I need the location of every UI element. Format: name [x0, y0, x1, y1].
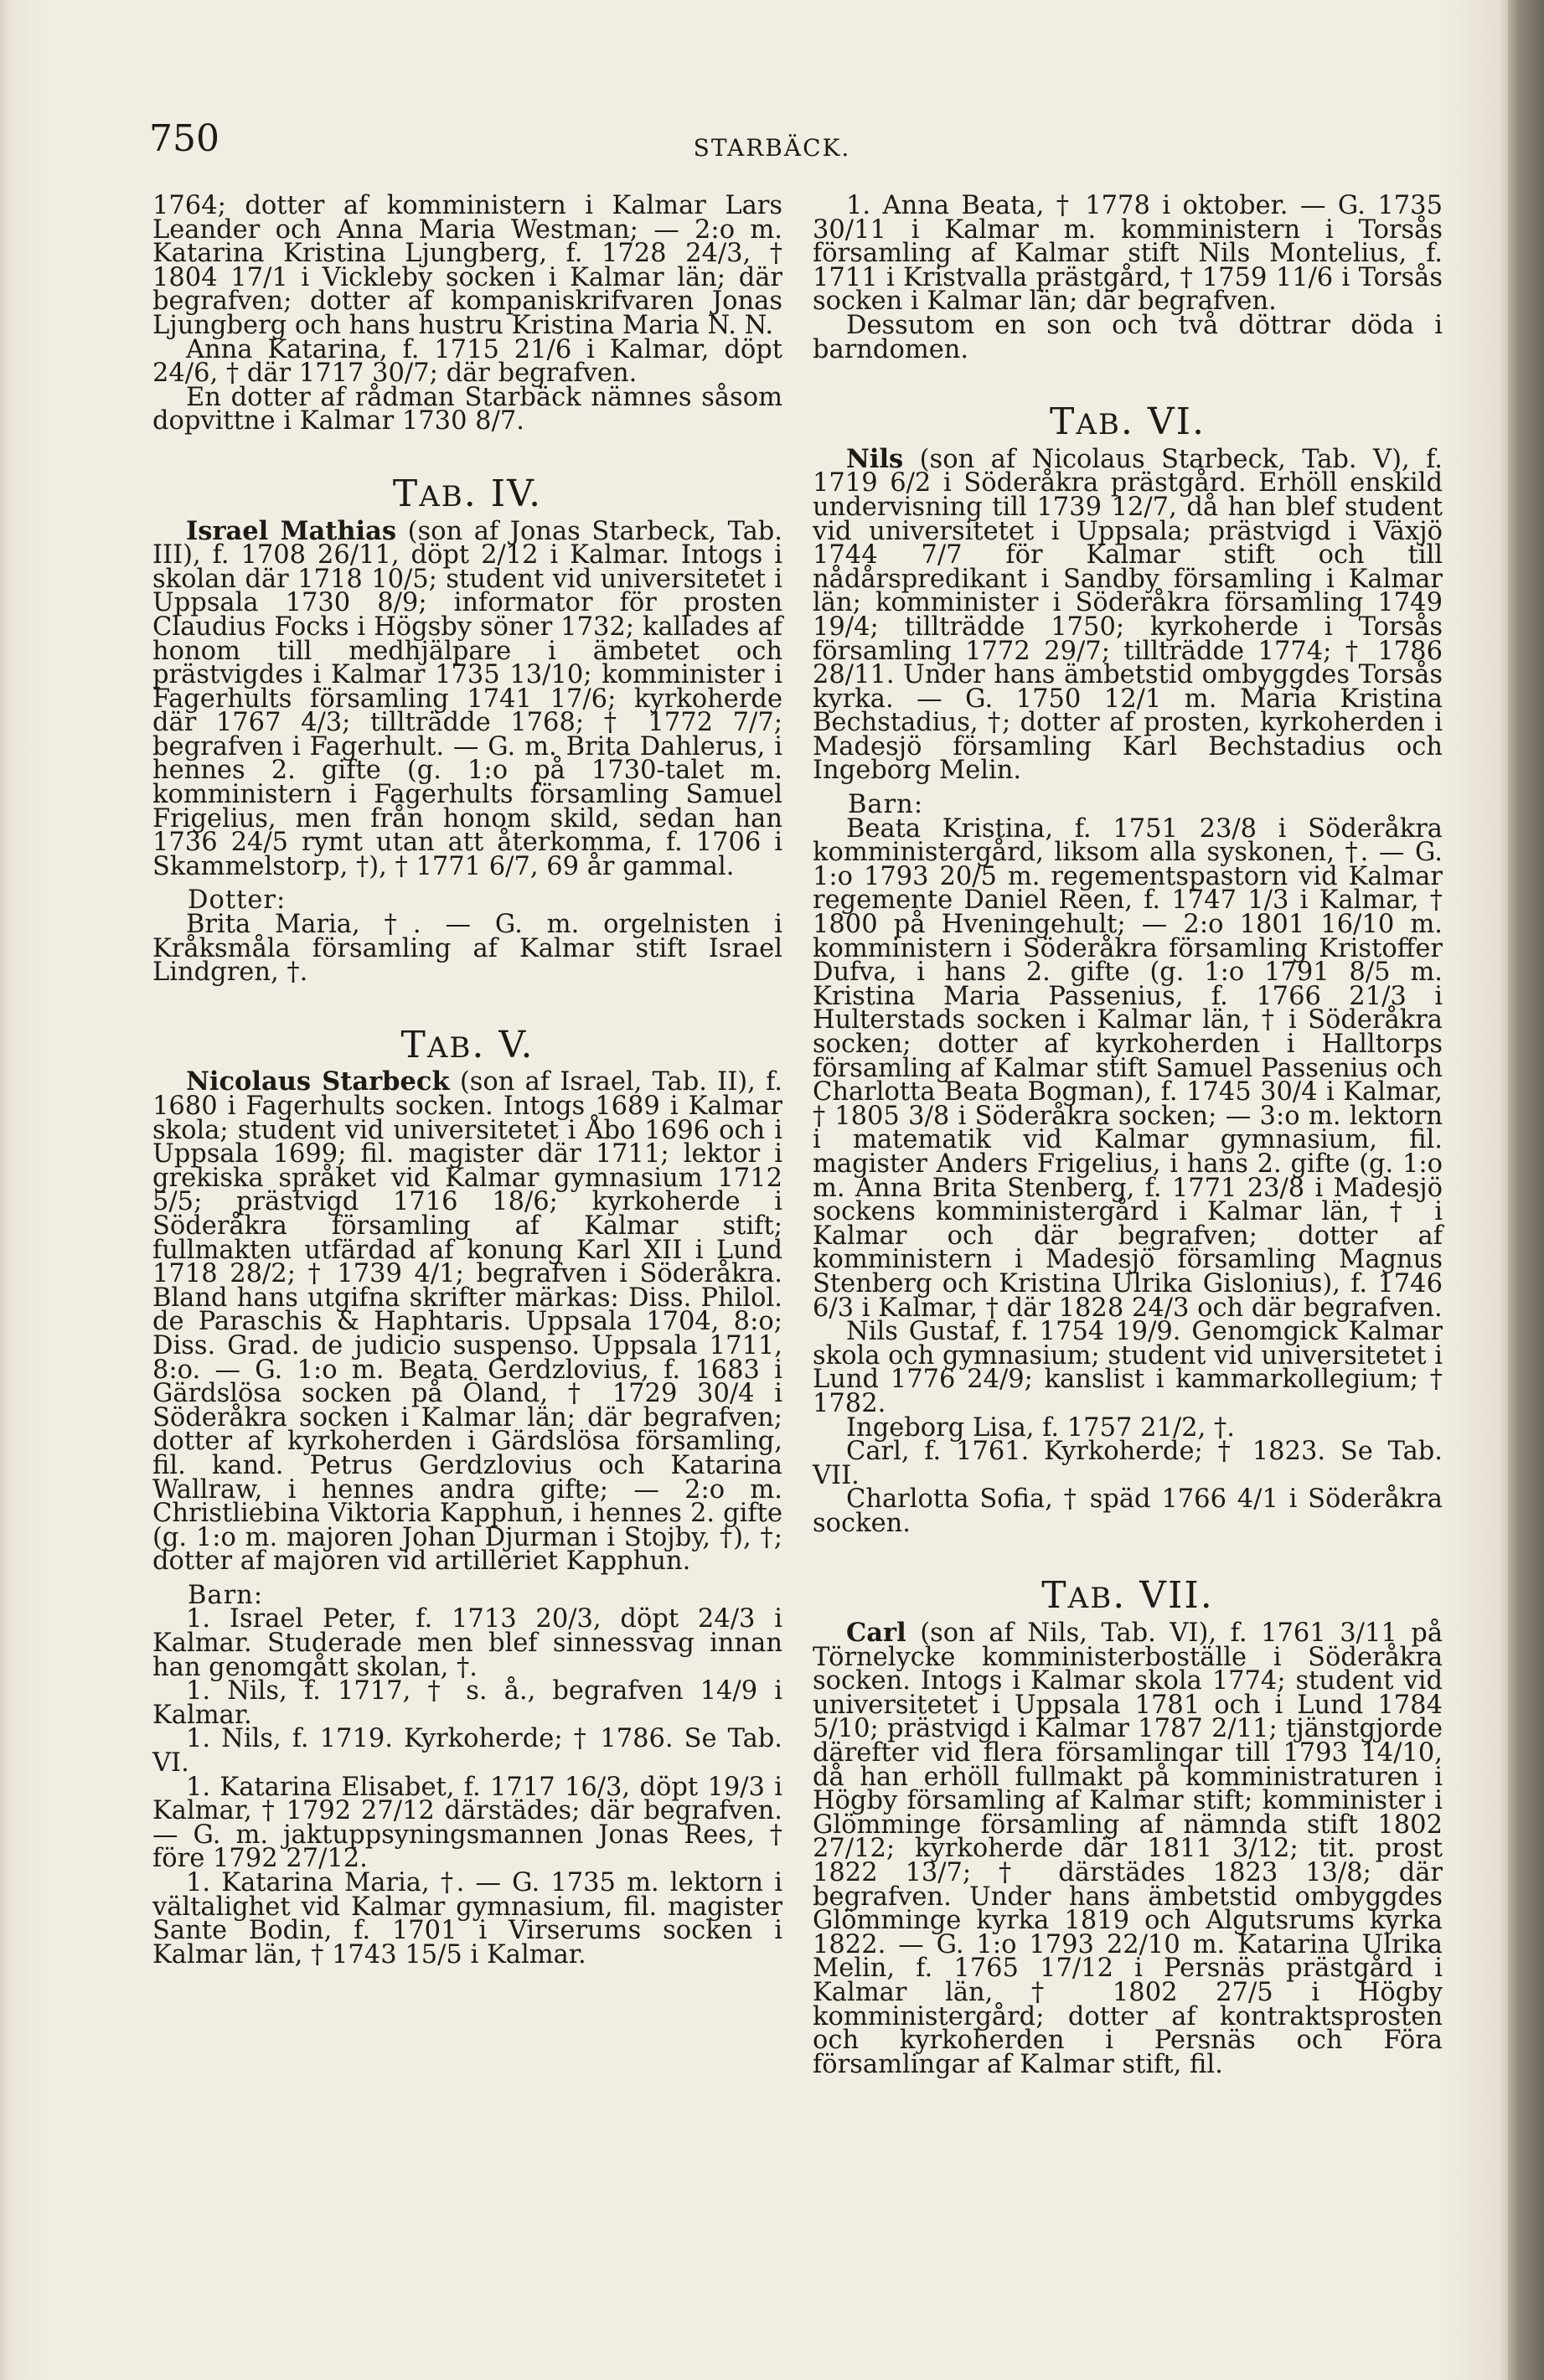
section-heading-tab-vii: TAB. VII.	[1041, 1574, 1214, 1618]
entry-carl: Carl (son af Nils, Tab. VI), f. 1761 3/11 på Törnelycke komministerboställe i Söderåkra socken. Intogs i Kalmar skola 1774; student vid universitetet i Uppsala 1781 och i Lund 1784 5/10; prästvigd i Kalmar 1787 2/11; tjänstgjorde därefter vid flera församlingar till 1793 14/10, då han erhöll fullmakt på komministraturen i Högby församling af Kalmar stift; komminister i Glömminge församling af nämnda stift 1802 27/12; kyrkoherde där 1811 3/12; tit. prost 1822 13/7; † därstädes 1823 13/8; där begrafven. Under hans ämbetstid ombyggdes Glömminge kyrka 1819 och Algutsrums kyrka 1822. — G. 1:o 1793 22/10 m. Katarina Ulrika Melin, f. 1765 17/12 i Persnäs prästgård i Kalmar län, † 1802 27/5 i Högby komministergård; dotter af kontraktsprosten och kyrkoherden i Persnäs och Föra församlingar af Kalmar stift, fil.	[813, 1618, 1443, 2079]
list-item: 1. Katarina Elisabet, f. 1717 16/3, döpt 19/3 i Kalmar, † 1792 27/12 därstädes; där begrafven. — G. m. jaktuppsyningsmannen Jonas Rees, † före 1792 27/12.	[152, 1772, 782, 1874]
entry-israel-mathias: Israel Mathias (son af Jonas Starbeck, Tab. III), f. 1708 26/11, döpt 2/12 i Kalmar. Intogs i skolan där 1718 10/5; student vid universitetet i Uppsala 1730 8/9; informator för prosten Claudius Focks i Högsby söner 1732; kallades af honom till medhjälpare i ämbetet och prästvigdes i Kalmar 1735 13/10; komminister i Fagerhults församling 1741 17/6; kyrkoherde där 1767 4/3; tillträdde 1768; † 1772 7/7; begrafven i Fagerhult. — G. m. Brita Dahlerus, i hennes 2. gifte (g. 1:o på 1730-talet m. komministern i Fagerhults församling Samuel Frigelius, men från honom skild, sedan han 1736 24/5 rymt utan att återkomma, f. 1706 i Skammelstorp, †), † 1771 6/7, 69 år gammal.	[152, 515, 783, 881]
list-item: Beata Kristina, f. 1751 23/8 i Söderåkra komministergård, liksom alla syskonen, †. — G. 1:o 1793 20/5 m. regementspastorn vid Kalmar regemente Daniel Reen, f. 1747 1/3 i Kalmar, † 1800 på Hveningehult; — 2:o 1801 16/10 m. komministern i Söderåkra församling Kristoffer Dufva, i hans 2. gifte (g. 1:o 1791 8/5 m. Kristina Maria Passenius, f. 1766 21/3 i Hulterstads socken i Kalmar län, † i Söderåkra socken; dotter af kyrkoherden i Halltorps församling af Kalmar stift Samuel Passenius och Charlotta Beata Bogman), f. 1745 30/4 i Kalmar, † 1805 3/8 i Söderåkra socken; — 3:o m. lektorn i matematik vid Kalmar gymnasium, fil. magister Anders Frigelius, i hans 2. gifte (g. 1:o m. Anna Brita Stenberg, f. 1771 23/8 i Madesjö sockens komministergård i Kalmar län, † i Kalmar och där begrafven; dotter af komministern i Madesjö församling Magnus Stenberg och Kristina Ulrika Gislonius), f. 1746 6/3 i Kalmar, † där 1828 24/3 och där begrafven.	[813, 813, 1443, 1323]
paragraph: Dessutom en son och två döttrar döda i barndomen.	[813, 310, 1443, 364]
label-barn: Barn:	[188, 1580, 264, 1610]
label-barn: Barn:	[848, 790, 924, 820]
person-name: Israel Mathias	[186, 515, 397, 546]
list-item: Charlotta Sofia, † späd 1766 4/1 i Söderåkra socken.	[813, 1484, 1443, 1538]
entry-nils: Nils (son af Nicolaus Starbeck, Tab. V), f. 1719 6/2 i Söderåkra prästgård. Erhöll enskild undervisning till 1739 12/7, då han blef student vid universitetet i Uppsala; prästvigd i Växjö 1744 7/7 för Kalmar stift och till nådårspredikant i Sandby församling i Kalmar län; komminister i Söderåkra församling 1749 19/4; tillträdde 1750; kyrkoherde i Torsås församling 1772 29/7; tillträdde 1774; † 1786 28/11. Under hans ämbetstid ombyggdes Torsås kyrka. — G. 1750 12/1 m. Maria Kristina Bechstadius, †; dotter af prosten, kyrkoherden i Madesjö församling Karl Bechstadius och Ingeborg Melin.	[813, 443, 1443, 786]
page-edge	[1508, 0, 1544, 2380]
paragraph: Brita Maria, †. — G. m. orgelnisten i Kråksmåla församling af Kalmar stift Israel Lindgren, †.	[152, 910, 782, 988]
list-item: Nils Gustaf, f. 1754 19/9. Genomgick Kalmar skola och gymnasium; student vid universitetet i Lund 1776 24/9; kanslist i kammarkollegium; † 1782.	[813, 1317, 1443, 1418]
list-item: 1. Nils, f. 1719. Kyrkoherde; † 1786. Se Tab. VI.	[152, 1724, 782, 1779]
person-name: Carl	[846, 1618, 906, 1649]
person-name: Nils	[846, 443, 904, 474]
person-name: Nicolaus Starbeck	[186, 1066, 450, 1097]
page-number: 750	[149, 117, 219, 160]
section-heading-tab-iv: TAB. IV.	[392, 472, 543, 515]
list-item: 1. Anna Beata, † 1778 i oktober. — G. 1735 30/11 i Kalmar m. komministern i Torsås församling af Kalmar stift Nils Montelius, f. 1711 i Kristvalla prästgård, † 1759 11/6 i Torsås socken i Kalmar län; där begrafven.	[813, 191, 1443, 317]
paragraph: En dotter af rådman Starbäck nämnes såsom dopvittne i Kalmar 1730 8/7.	[152, 382, 782, 436]
label-dotter: Dotter:	[188, 885, 287, 916]
running-head: STARBÄCK.	[693, 134, 851, 162]
list-item: 1. Nils, f. 1717, † s. å., begrafven 14/9 i Kalmar.	[152, 1676, 782, 1730]
entry-nicolaus-starbeck: Nicolaus Starbeck (son af Israel, Tab. II), f. 1680 i Fagerhults socken. Intogs 1689 i Kalmar skola; student vid universitetet i Åbo 1696 och i Uppsala 1699; fil. magister där 1711; lektor i grekiska språket vid Kalmar gymnasium 1712 5/5; prästvigd 1716 18/6; kyrkoherde i Söderåkra församling af Kalmar stift; fullmakten utfärdad af konung Karl XII i Lund 1718 28/2; † 1739 4/1; begrafven i Söderåkra. Bland hans utgifna skrifter märkas: Diss. Philol. de Paraschis & Haphtaris. Uppsala 1704, 8:o; Diss. Grad. de judicio suspenso. Uppsala 1711, 8:o. — G. 1:o m. Beata Gerdzlovius, f. 1683 i Gärdslösa socken på Öland, † 1729 30/4 i Söderåkra socken i Kalmar län; där begrafven; dotter af kyrkoherden i Gärdslösa församling, fil. kand. Petrus Gerdzlovius och Katarina Wallraw, i hennes andra gifte; — 2:o m. Christliebina Viktoria Kapphun, i hennes 2. gifte (g. 1:o m. majoren Johan Djurman i Stojby, †), †; dotter af majoren vid artilleriet Kapphun.	[152, 1066, 782, 1577]
right-column	[813, 191, 1443, 2079]
list-item: 1. Israel Peter, f. 1713 20/3, döpt 24/3 i Kalmar. Studerade men blef sinnessvag innan han genomgått skolan, †.	[152, 1604, 782, 1682]
list-item: 1. Katarina Maria, †. — G. 1735 m. lektorn i vältalighet vid Kalmar gymnasium, fil. magister Sante Bodin, f. 1701 i Virserums socken i Kalmar län, † 1743 15/5 i Kalmar.	[152, 1868, 782, 1970]
section-heading-tab-v: TAB. V.	[400, 1023, 534, 1066]
paragraph: 1764; dotter af komministern i Kalmar Lars Leander och Anna Maria Westman; — 2:o m. Katarina Kristina Ljungberg, f. 1728 24/3, † 1804 17/1 i Vickleby socken i Kalmar län; där begrafven; dotter af kompaniskrifvaren Jonas Ljungberg och hans hustru Kristina Maria N. N.	[152, 191, 782, 340]
list-item: Ingeborg Lisa, f. 1757 21/2, †.	[846, 1412, 1235, 1443]
left-column	[152, 191, 783, 1970]
list-item: Carl, f. 1761. Kyrkoherde; † 1823. Se Tab. VII.	[813, 1437, 1443, 1490]
section-heading-tab-vi: TAB. VI.	[1049, 400, 1206, 444]
paragraph: Anna Katarina, f. 1715 21/6 i Kalmar, döpt 24/6, † där 1717 30/7; där begrafven.	[152, 334, 782, 389]
